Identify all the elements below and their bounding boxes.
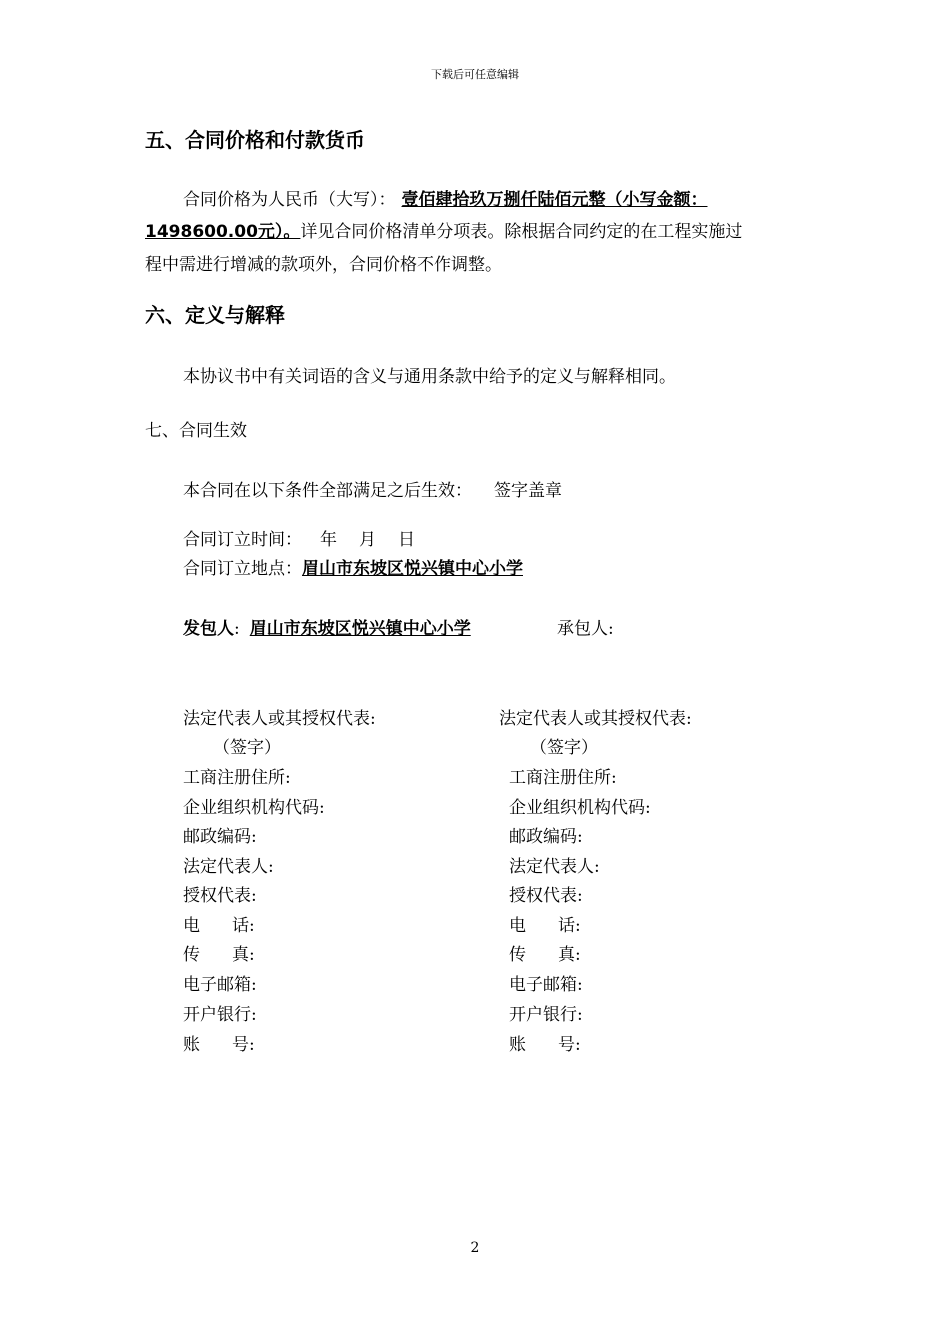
section6-paragraph: 本协议书中有关词语的含义与通用条款中给予的定义与解释相同。	[183, 367, 676, 387]
section5-paragraph-line3: 程中需进行增减的款项外，合同价格不作调整。	[145, 255, 502, 275]
contractor-address-label: 工商注册住所:	[509, 768, 617, 788]
contractor-rep-label: 法定代表人或其授权代表:	[499, 709, 692, 729]
contractor-bank-label: 开户银行:	[509, 1005, 583, 1025]
signing-time	[183, 525, 415, 550]
contractor-sign-label: （签字）	[530, 738, 598, 758]
contractor-legal-rep-label: 法定代表人:	[509, 857, 600, 877]
contractor-postcode-label: 邮政编码:	[509, 827, 583, 847]
employer-fax-char1: 传	[183, 945, 200, 965]
contractor-account-char1: 账	[509, 1035, 526, 1055]
signing-time-month: 月	[359, 530, 376, 550]
employer-legal-rep-label: 法定代表人:	[183, 857, 274, 877]
signing-place-value: 眉山市东坡区悦兴镇中心小学	[302, 559, 523, 579]
section5-title: 五、合同价格和付款货币	[145, 128, 365, 152]
contractor-tel-char1: 电	[509, 916, 526, 936]
contractor-auth-rep-label: 授权代表:	[509, 886, 583, 906]
employer-name: 眉山市东坡区悦兴镇中心小学	[249, 619, 471, 639]
section7-title: 七、合同生效	[145, 421, 247, 441]
price-amount-number: 1498600.00元）。	[145, 222, 301, 242]
employer-account-char1: 账	[183, 1035, 200, 1055]
section6-title: 六、定义与解释	[145, 303, 285, 327]
employer-postcode-label: 邮政编码:	[183, 827, 257, 847]
signing-time-label: 合同订立时间：	[183, 530, 302, 550]
price-amount-chinese: 壹佰肆拾玖万捌仟陆佰元整（小写金额：	[401, 190, 708, 210]
section5-paragraph-line1	[183, 185, 708, 210]
employer-fax-label	[183, 940, 255, 965]
contractor-label: 承包人:	[557, 619, 614, 639]
signing-place-label: 合同订立地点：	[183, 559, 302, 579]
employer-bank-label: 开户银行:	[183, 1005, 257, 1025]
employer-rep-label: 法定代表人或其授权代表:	[183, 709, 376, 729]
contractor-fax-label	[509, 940, 581, 965]
effective-condition-label: 本合同在以下条件全部满足之后生效：	[183, 481, 472, 501]
contractor-account-char2: 号:	[558, 1035, 581, 1055]
employer-sign-label: （签字）	[213, 738, 281, 758]
contractor-fax-char2: 真:	[558, 945, 581, 965]
employer-org-code-label: 企业组织机构代码:	[183, 798, 325, 818]
price-detail-text: 详见合同价格清单分项表。除根据合同约定的在工程实施过	[300, 222, 743, 242]
page-header: 下载后可任意编辑	[431, 68, 519, 81]
employer-tel-label	[183, 911, 255, 936]
signing-time-day: 日	[398, 530, 415, 550]
employer-label: 发包人	[183, 619, 234, 639]
section5-paragraph-line2	[145, 217, 742, 242]
employer-tel-char1: 电	[183, 916, 200, 936]
employer-tel-char2: 话:	[232, 916, 255, 936]
employer-fax-char2: 真:	[232, 945, 255, 965]
employer-account-label	[183, 1030, 255, 1055]
effective-condition	[183, 476, 562, 501]
effective-condition-value: 签字盖章	[494, 481, 562, 501]
contractor-tel-label	[509, 911, 581, 936]
employer-address-label: 工商注册住所:	[183, 768, 291, 788]
contractor-fax-char1: 传	[509, 945, 526, 965]
contractor-org-code-label: 企业组织机构代码:	[509, 798, 651, 818]
contractor-account-label	[509, 1030, 581, 1055]
employer-email-label: 电子邮箱:	[183, 975, 257, 995]
employer-line	[183, 614, 471, 639]
employer-colon: :	[234, 619, 240, 639]
contractor-tel-char2: 话:	[558, 916, 581, 936]
page-number: 2	[470, 1240, 480, 1256]
employer-account-char2: 号:	[232, 1035, 255, 1055]
employer-auth-rep-label: 授权代表:	[183, 886, 257, 906]
contractor-email-label: 电子邮箱:	[509, 975, 583, 995]
price-lead-text: 合同价格为人民币（大写）：	[183, 190, 396, 210]
signing-time-year: 年	[320, 530, 337, 550]
signing-place	[183, 554, 523, 579]
